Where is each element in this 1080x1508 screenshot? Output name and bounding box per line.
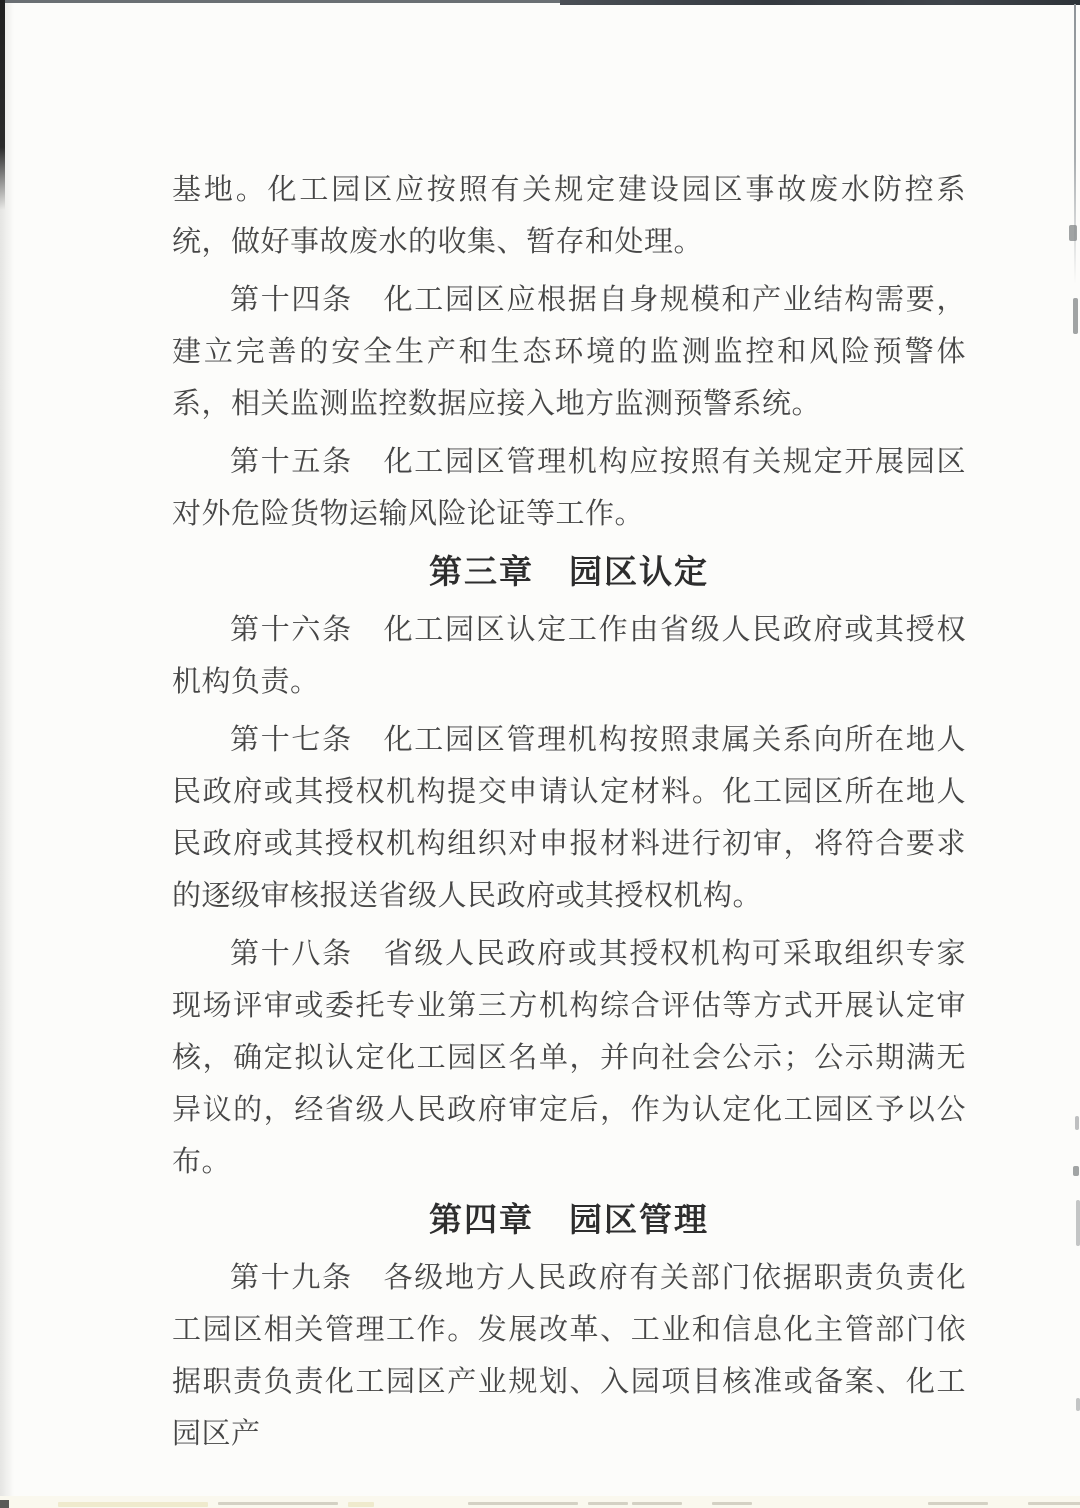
scan-artifact-dash [632, 1502, 682, 1505]
scan-artifact-mark [1075, 1116, 1079, 1130]
scan-artifact-dash [928, 1502, 988, 1505]
document-paragraph: 第十五条 化工园区管理机构应按照有关规定开展园区对外危险货物运输风险论证等工作。 [172, 446, 966, 530]
scan-artifact-dash [712, 1502, 752, 1505]
scan-artifact-dash [588, 1502, 628, 1505]
left-edge-shading [0, 0, 14, 1508]
scan-artifact-dash [468, 1502, 578, 1505]
scan-artifact-mark [1076, 1200, 1080, 1246]
chapter-heading: 第三章 园区认定 [429, 553, 709, 590]
chapter-heading: 第四章 园区管理 [429, 1201, 709, 1238]
document-paragraph: 第十四条 化工园区应根据自身规模和产业结构需要，建立完善的安全生产和生态环境的监测监控和风险预警体系，相关监测监控数据应接入地方监测预警系统。 [172, 284, 966, 420]
scan-artifact-top-border-right [560, 0, 1080, 5]
scan-artifact-corner-mark [0, 1500, 9, 1508]
document-paragraph: 第十六条 化工园区认定工作由省级人民政府或其授权机构负责。 [172, 614, 966, 698]
scan-artifact-left-sliver [0, 0, 5, 210]
scan-artifact-dash [58, 1502, 208, 1507]
scan-artifact-right-line [1074, 4, 1076, 284]
scan-artifact-mark [1069, 225, 1077, 241]
scan-artifact-dash [218, 1502, 338, 1505]
scan-artifact-mark [1076, 1398, 1080, 1411]
document-paragraph: 第十八条 省级人民政府或其授权机构可采取组织专家现场评审或委托专业第三方机构综合评估等方式开展认定审核，确定拟认定化工园区名单，并向社会公示；公示期满无异议的，经省级人民政府审定后，作为认定化工园区予以公布。 [172, 938, 966, 1178]
scan-artifact-mark [1073, 298, 1078, 334]
document-paragraph: 第十九条 各级地方人民政府有关部门依据职责负责化工园区相关管理工作。发展改革、工业和信息化主管部门依据职责负责化工园区产业规划、入园项目核准或备案、化工园区产 [172, 1262, 966, 1450]
document-content [172, 164, 966, 1466]
scan-artifact-dash [1028, 1502, 1080, 1505]
document-paragraph: 第十七条 化工园区管理机构按照隶属关系向所在地人民政府或其授权机构提交申请认定材料。化工园区所在地人民政府或其授权机构组织对申报材料进行初审，将符合要求的逐级审核报送省级人民政府或其授权机构。 [172, 724, 966, 912]
scan-artifact-mark [1073, 1166, 1079, 1176]
document-paragraph: 基地。化工园区应按照有关规定建设园区事故废水防控系统，做好事故废水的收集、暂存和处理。 [172, 174, 966, 258]
scan-artifact-dash [348, 1502, 374, 1507]
